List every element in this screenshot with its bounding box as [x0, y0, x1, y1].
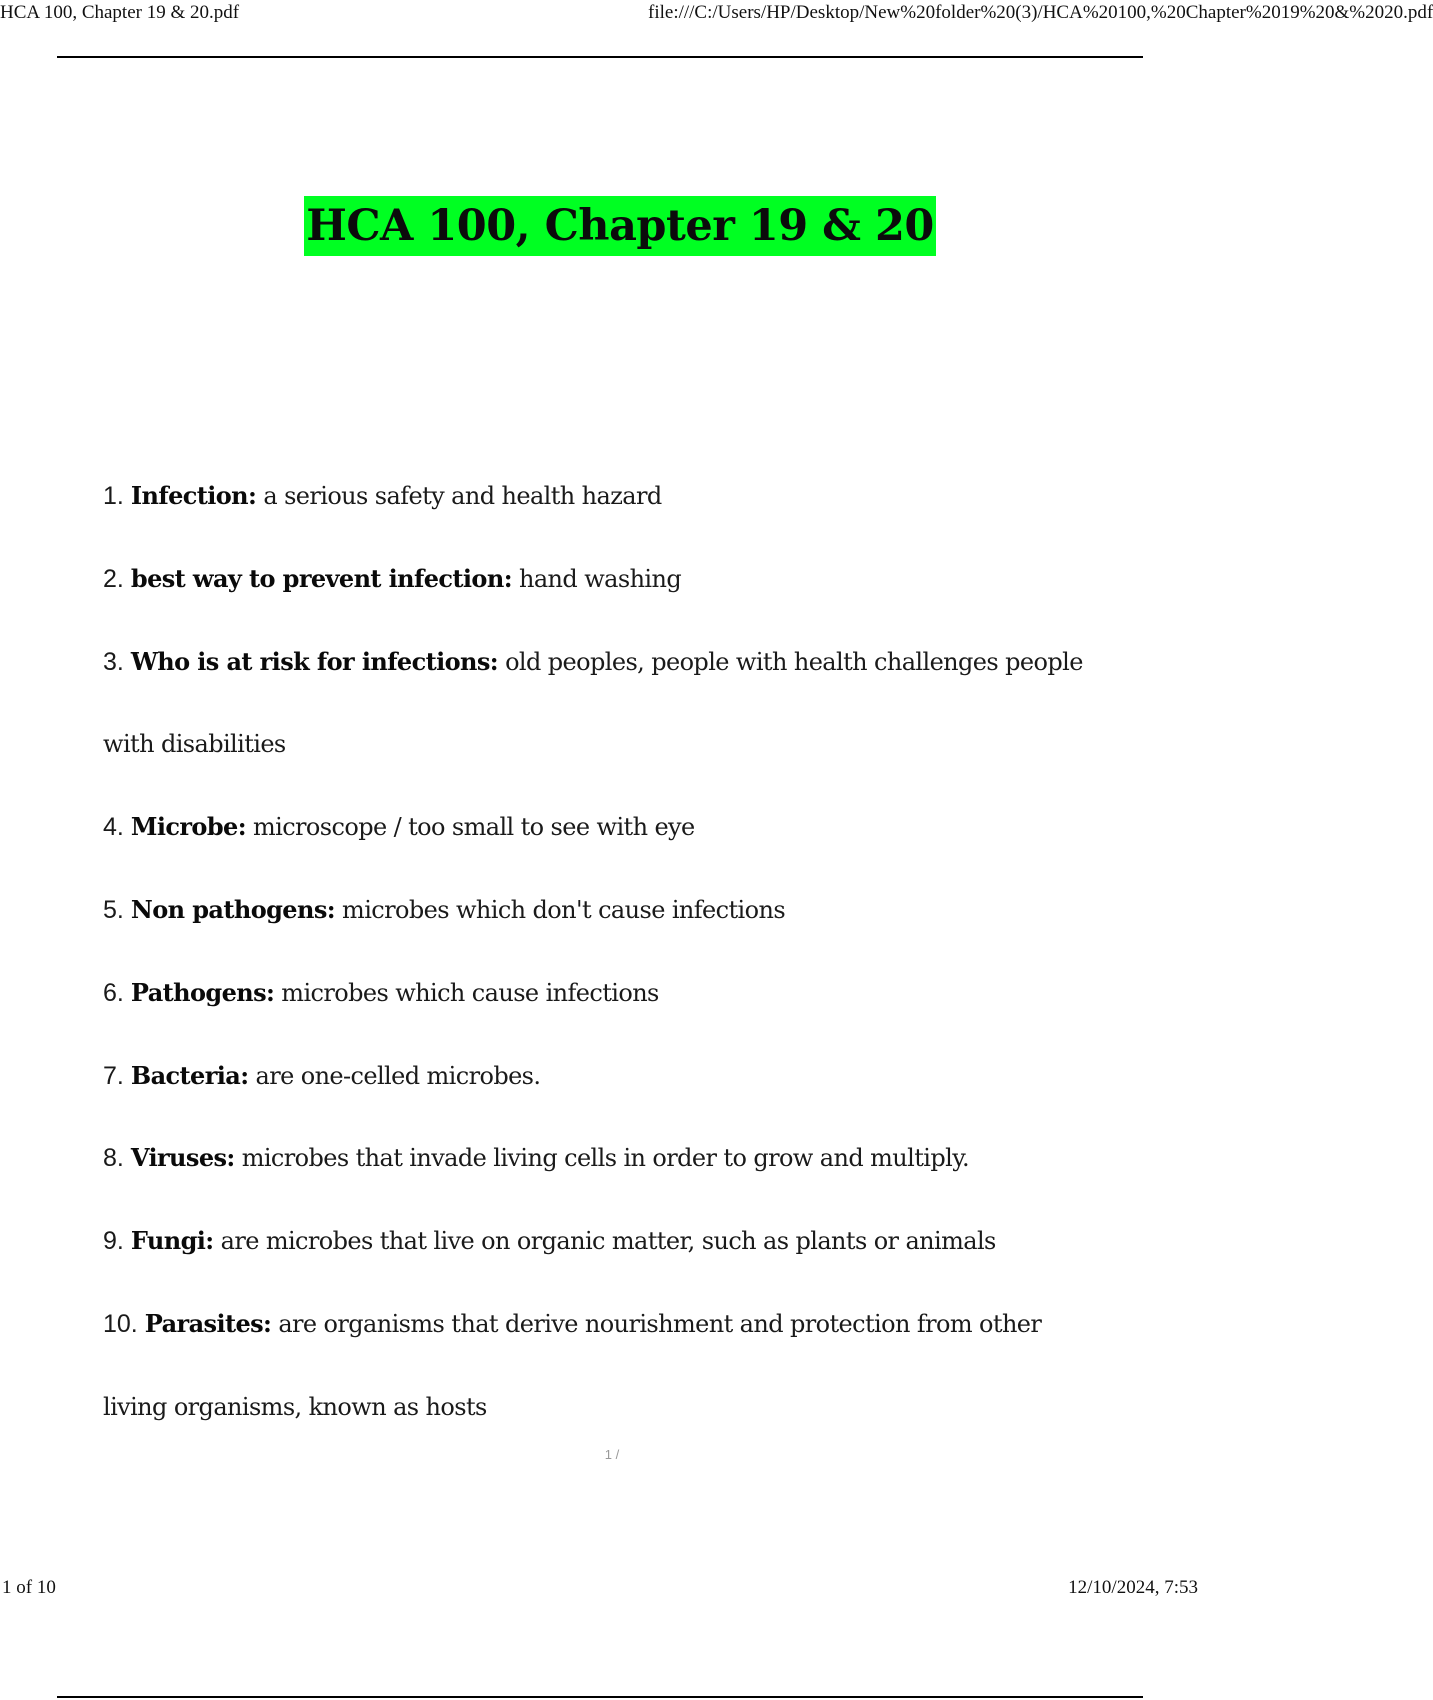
print-footer-datetime: 12/10/2024, 7:53 [1068, 1577, 1198, 1598]
term-definition: microbes that invade living cells in order to grow and multiply. [241, 1144, 969, 1173]
term-number: 9. [103, 1227, 124, 1256]
term-definition: are one-celled microbes. [255, 1061, 541, 1090]
term-item [103, 869, 1103, 952]
print-header-file-path: file:///C:/Users/HP/Desktop/New%20folder%20(3)/HCA%20100,%20Chapter%2019%20&%2020.pdf [648, 2, 1433, 23]
term-item [103, 455, 1103, 538]
print-footer-page-count: 1 of 10 [2, 1577, 56, 1598]
term-name: Fungi: [130, 1226, 214, 1256]
term-item [103, 538, 1103, 621]
document-title-container [0, 196, 1240, 256]
term-name: Infection: [130, 481, 257, 510]
term-item [103, 1035, 1103, 1118]
term-item [103, 952, 1103, 1035]
term-number: 2. [103, 564, 124, 593]
term-item [103, 1283, 1103, 1449]
term-definition: old peoples, people with health challenges people with disabilities [103, 647, 1083, 759]
term-name: Microbe: [130, 812, 246, 842]
header-divider [57, 56, 1143, 58]
term-name: Pathogens: [130, 977, 275, 1007]
print-header-doc-title: HCA 100, Chapter 19 & 20.pdf [0, 2, 240, 23]
term-item [103, 1200, 1103, 1283]
page-marker: 1 / [604, 1447, 620, 1462]
term-definition: are organisms that derive nourishment and protection from other living organisms, known as hosts [103, 1309, 1042, 1421]
term-number: 5. [103, 895, 124, 924]
term-name: Who is at risk for infections: [130, 646, 499, 676]
terms-list [103, 455, 1103, 1449]
term-definition: a serious safety and health hazard [263, 482, 662, 510]
term-name: Parasites: [144, 1308, 272, 1338]
term-number: 6. [103, 978, 124, 1007]
term-number: 4. [103, 813, 124, 842]
term-item [103, 621, 1103, 787]
term-number: 8. [103, 1144, 124, 1173]
term-definition: hand washing [518, 564, 682, 593]
term-item [103, 786, 1103, 869]
term-definition: are microbes that live on organic matter, such as plants or animals [220, 1227, 996, 1256]
term-name: Viruses: [130, 1143, 235, 1173]
term-number: 10. [103, 1309, 138, 1338]
term-number: 3. [103, 647, 124, 676]
term-name: best way to prevent infection: [130, 563, 512, 593]
term-definition: microbes which don't cause infections [342, 895, 786, 924]
term-name: Non pathogens: [130, 894, 335, 924]
term-number: 1. [103, 482, 124, 510]
term-item [103, 1117, 1103, 1200]
term-definition: microscope / too small to see with eye [252, 813, 695, 842]
term-name: Bacteria: [130, 1060, 249, 1090]
term-number: 7. [103, 1061, 124, 1090]
term-definition: microbes which cause infections [281, 978, 659, 1007]
footer-divider [57, 1696, 1143, 1698]
document-title: HCA 100, Chapter 19 & 20 [304, 196, 936, 256]
